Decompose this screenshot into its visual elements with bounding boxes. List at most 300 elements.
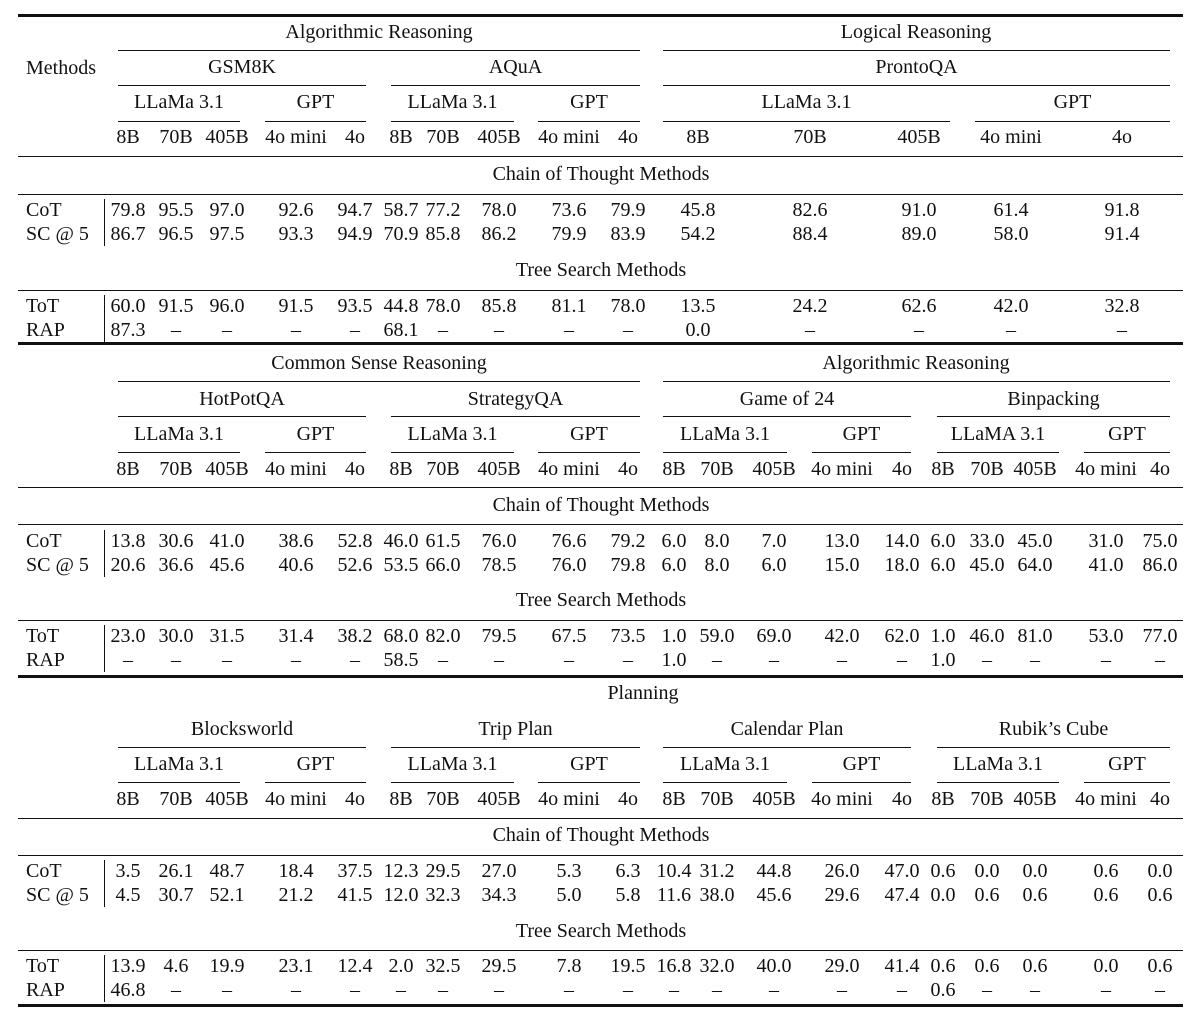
dataset-name: GSM8K — [208, 56, 276, 78]
method-name: RAP — [26, 979, 65, 1001]
model-family: LLaMa 3.1 — [680, 423, 770, 445]
cell-value: 45.0 — [1017, 530, 1053, 552]
cell-value: 76.0 — [551, 554, 587, 576]
section-rule — [18, 675, 1183, 678]
cell-value: 8.0 — [704, 530, 730, 552]
model-size: 70B — [970, 458, 1004, 480]
cell-value: 5.8 — [615, 884, 641, 906]
cell-value: 61.5 — [425, 530, 461, 552]
cell-value: – — [982, 979, 992, 1001]
method-name: SC @ 5 — [26, 223, 89, 245]
model-size: 4o — [618, 788, 638, 810]
family-underline — [118, 452, 240, 453]
model-size: 405B — [205, 788, 249, 810]
model-size: 4o — [892, 458, 912, 480]
model-family: LLaMa 3.1 — [134, 423, 224, 445]
cell-value: 62.6 — [901, 295, 937, 317]
cell-value: 64.0 — [1017, 554, 1053, 576]
cell-value: 91.4 — [1104, 223, 1140, 245]
model-family: LLaMA 3.1 — [950, 423, 1046, 445]
dataset-underline — [391, 85, 640, 86]
model-size: 8B — [662, 788, 686, 810]
cell-value: – — [494, 319, 504, 341]
cell-value: 73.5 — [610, 625, 646, 647]
cell-value: 92.6 — [278, 199, 314, 221]
family-underline — [1084, 782, 1170, 783]
cell-value: 41.0 — [209, 530, 245, 552]
cell-value: – — [837, 649, 847, 671]
cell-value: 60.0 — [110, 295, 146, 317]
cell-value: – — [769, 649, 779, 671]
model-family: LLaMa 3.1 — [761, 91, 852, 113]
cell-value: 23.0 — [110, 625, 146, 647]
model-size: 8B — [931, 458, 955, 480]
cell-value: – — [564, 319, 574, 341]
model-size: 405B — [477, 126, 521, 148]
cell-value: 88.4 — [792, 223, 828, 245]
family-underline — [937, 782, 1059, 783]
model-size: 405B — [477, 788, 521, 810]
cell-value: 69.0 — [756, 625, 792, 647]
cell-value: 29.0 — [824, 955, 860, 977]
cell-value: – — [1101, 979, 1111, 1001]
cell-value: 38.2 — [337, 625, 373, 647]
group-underline — [663, 50, 1170, 51]
cell-value: 32.8 — [1104, 295, 1140, 317]
cell-value: – — [712, 649, 722, 671]
model-family: GPT — [570, 753, 608, 775]
cell-value: – — [222, 979, 232, 1001]
method-name: RAP — [26, 649, 65, 671]
cell-value: 0.6 — [930, 979, 956, 1001]
model-size: 4o — [1150, 458, 1170, 480]
model-size: 4o — [345, 458, 365, 480]
cell-value: 82.6 — [792, 199, 828, 221]
cell-value: 77.0 — [1142, 625, 1178, 647]
cell-value: – — [494, 649, 504, 671]
cell-value: 0.6 — [1093, 860, 1119, 882]
cell-value: 12.0 — [383, 884, 419, 906]
cell-value: 93.5 — [337, 295, 373, 317]
cell-value: 0.0 — [930, 884, 956, 906]
cell-value: 79.9 — [610, 199, 646, 221]
block-rule — [18, 290, 1183, 291]
dataset-underline — [391, 416, 640, 417]
cell-value: 16.8 — [656, 955, 692, 977]
cell-value: 40.0 — [756, 955, 792, 977]
cell-value: 41.4 — [884, 955, 920, 977]
cell-value: 52.8 — [337, 530, 373, 552]
method-block-title: Tree Search Methods — [515, 259, 687, 281]
cell-value: 6.0 — [930, 554, 956, 576]
cell-value: – — [1155, 649, 1165, 671]
cell-value: 94.7 — [337, 199, 373, 221]
cell-value: 0.0 — [974, 860, 1000, 882]
cell-value: 61.4 — [993, 199, 1029, 221]
cell-value: 0.0 — [1093, 955, 1119, 977]
model-size: 405B — [477, 458, 521, 480]
cell-value: – — [837, 979, 847, 1001]
cell-value: 31.4 — [278, 625, 314, 647]
cell-value: 59.0 — [699, 625, 735, 647]
cell-value: 67.5 — [551, 625, 587, 647]
cell-value: 5.0 — [556, 884, 582, 906]
cell-value: 91.5 — [278, 295, 314, 317]
cell-value: 0.6 — [1147, 884, 1173, 906]
model-size: 8B — [389, 458, 413, 480]
cell-value: 0.6 — [930, 955, 956, 977]
model-family: GPT — [570, 91, 608, 113]
cell-value: 68.0 — [383, 625, 419, 647]
cell-value: 38.6 — [278, 530, 314, 552]
model-size: 8B — [116, 788, 140, 810]
method-block-title: Chain of Thought Methods — [492, 163, 710, 185]
cell-value: 91.8 — [1104, 199, 1140, 221]
cell-value: 78.0 — [425, 295, 461, 317]
model-size: 4o mini — [265, 788, 327, 810]
cell-value: 34.3 — [481, 884, 517, 906]
cell-value: 13.8 — [110, 530, 146, 552]
method-divider — [104, 295, 105, 342]
cell-value: 87.3 — [110, 319, 146, 341]
cell-value: 86.7 — [110, 223, 146, 245]
cell-value: – — [291, 979, 301, 1001]
cell-value: 14.0 — [884, 530, 920, 552]
cell-value: 12.3 — [383, 860, 419, 882]
method-block-title: Chain of Thought Methods — [492, 824, 710, 846]
method-name: SC @ 5 — [26, 884, 89, 906]
model-family: GPT — [1108, 753, 1146, 775]
cell-value: 30.7 — [158, 884, 194, 906]
cell-value: 27.0 — [481, 860, 517, 882]
cell-value: 94.9 — [337, 223, 373, 245]
cell-value: 89.0 — [901, 223, 937, 245]
cell-value: 29.5 — [425, 860, 461, 882]
cell-value: 77.2 — [425, 199, 461, 221]
model-family: GPT — [296, 753, 335, 775]
header-rule — [18, 156, 1183, 157]
model-size: 70B — [793, 126, 827, 148]
model-size: 405B — [1013, 788, 1057, 810]
model-size: 8B — [931, 788, 955, 810]
cell-value: 95.5 — [158, 199, 194, 221]
cell-value: 1.0 — [930, 649, 956, 671]
cell-value: 83.9 — [610, 223, 646, 245]
cell-value: 13.0 — [824, 530, 860, 552]
header-rule — [18, 487, 1183, 488]
dataset-name: StrategyQA — [467, 388, 564, 410]
cell-value: 62.0 — [884, 625, 920, 647]
cell-value: 21.2 — [278, 884, 314, 906]
cell-value: 29.5 — [481, 955, 517, 977]
dataset-underline — [118, 747, 366, 748]
model-size: 70B — [700, 788, 734, 810]
cell-value: 0.6 — [974, 884, 1000, 906]
model-size: 8B — [116, 458, 140, 480]
cell-value: – — [171, 649, 181, 671]
cell-value: 73.6 — [551, 199, 587, 221]
dataset-underline — [118, 416, 366, 417]
model-size: 4o mini — [1075, 458, 1137, 480]
method-divider — [104, 625, 105, 672]
model-size: 4o mini — [265, 126, 327, 148]
model-size: 405B — [752, 788, 796, 810]
cell-value: 41.5 — [337, 884, 373, 906]
cell-value: – — [712, 979, 722, 1001]
cell-value: 79.9 — [551, 223, 587, 245]
cell-value: 1.0 — [661, 625, 687, 647]
cell-value: 0.6 — [1022, 955, 1048, 977]
cell-value: 7.0 — [761, 530, 787, 552]
cell-value: 91.0 — [901, 199, 937, 221]
cell-value: 3.5 — [115, 860, 141, 882]
model-size: 70B — [159, 126, 193, 148]
model-size: 4o — [345, 126, 365, 148]
cell-value: 81.0 — [1017, 625, 1053, 647]
group-underline — [663, 381, 1170, 382]
cell-value: 96.0 — [209, 295, 245, 317]
family-underline — [265, 121, 366, 122]
cell-value: 79.8 — [610, 554, 646, 576]
cell-value: 1.0 — [930, 625, 956, 647]
family-underline — [538, 452, 640, 453]
model-size: 4o mini — [538, 788, 600, 810]
header-rule — [18, 818, 1183, 819]
model-size: 4o mini — [265, 458, 327, 480]
model-family: LLaMa 3.1 — [407, 91, 498, 113]
cell-value: – — [1155, 979, 1165, 1001]
cell-value: – — [222, 649, 232, 671]
model-size: 405B — [205, 126, 249, 148]
cell-value: – — [494, 979, 504, 1001]
cell-value: 79.2 — [610, 530, 646, 552]
cell-value: 85.8 — [481, 295, 517, 317]
cell-value: 12.4 — [337, 955, 373, 977]
group-underline — [118, 50, 640, 51]
model-size: 70B — [700, 458, 734, 480]
model-size: 4o mini — [811, 788, 873, 810]
family-underline — [538, 121, 640, 122]
family-underline — [812, 452, 911, 453]
cell-value: 82.0 — [425, 625, 461, 647]
dataset-underline — [937, 416, 1170, 417]
cell-value: 91.5 — [158, 295, 194, 317]
model-size: 70B — [970, 788, 1004, 810]
cell-value: 79.5 — [481, 625, 517, 647]
model-size: 4o mini — [1075, 788, 1137, 810]
group-title: Algorithmic Reasoning — [822, 352, 1010, 374]
family-underline — [812, 782, 911, 783]
cell-value: 85.8 — [425, 223, 461, 245]
cell-value: 81.1 — [551, 295, 587, 317]
cell-value: 0.6 — [1147, 955, 1173, 977]
cell-value: 31.2 — [699, 860, 735, 882]
cell-value: 42.0 — [993, 295, 1029, 317]
model-family: GPT — [1053, 91, 1092, 113]
block-rule — [18, 855, 1183, 856]
family-underline — [118, 121, 240, 122]
cell-value: – — [171, 319, 181, 341]
dataset-name: ProntoQA — [875, 56, 958, 78]
cell-value: – — [564, 979, 574, 1001]
cell-value: 0.0 — [1022, 860, 1048, 882]
group-title: Planning — [607, 682, 679, 704]
cell-value: 40.6 — [278, 554, 314, 576]
cell-value: 7.8 — [556, 955, 582, 977]
cell-value: 41.0 — [1088, 554, 1124, 576]
table-bottom-rule — [18, 1004, 1183, 1007]
cell-value: 31.0 — [1088, 530, 1124, 552]
model-family: LLaMa 3.1 — [134, 91, 224, 113]
dataset-underline — [937, 747, 1170, 748]
cell-value: – — [222, 319, 232, 341]
cell-value: 76.0 — [481, 530, 517, 552]
cell-value: – — [897, 649, 907, 671]
cell-value: 33.0 — [969, 530, 1005, 552]
model-size: 4o — [345, 788, 365, 810]
model-size: 4o — [618, 458, 638, 480]
block-rule — [18, 194, 1183, 195]
method-name: ToT — [26, 625, 60, 647]
cell-value: 29.6 — [824, 884, 860, 906]
cell-value: 44.8 — [383, 295, 419, 317]
cell-value: 0.6 — [1022, 884, 1048, 906]
cell-value: 6.3 — [615, 860, 641, 882]
method-name: RAP — [26, 319, 65, 341]
cell-value: 18.0 — [884, 554, 920, 576]
cell-value: 48.7 — [209, 860, 245, 882]
section-rule — [18, 342, 1183, 345]
model-size: 4o mini — [538, 126, 600, 148]
cell-value: 42.0 — [824, 625, 860, 647]
cell-value: – — [1030, 649, 1040, 671]
cell-value: 24.2 — [792, 295, 828, 317]
cell-value: 44.8 — [756, 860, 792, 882]
model-size: 405B — [752, 458, 796, 480]
method-name: CoT — [26, 199, 62, 221]
cell-value: 0.6 — [974, 955, 1000, 977]
model-size: 70B — [426, 458, 460, 480]
cell-value: 30.0 — [158, 625, 194, 647]
cell-value: 32.0 — [699, 955, 735, 977]
model-size: 8B — [389, 126, 413, 148]
cell-value: 18.4 — [278, 860, 314, 882]
dataset-name: Rubik’s Cube — [998, 718, 1109, 740]
cell-value: 54.2 — [680, 223, 716, 245]
cell-value: 13.5 — [680, 295, 716, 317]
dataset-underline — [663, 747, 911, 748]
method-name: ToT — [26, 955, 60, 977]
model-family: GPT — [842, 423, 881, 445]
cell-value: – — [914, 319, 924, 341]
cell-value: – — [350, 319, 360, 341]
family-underline — [937, 452, 1059, 453]
cell-value: 75.0 — [1142, 530, 1178, 552]
dataset-underline — [391, 747, 640, 748]
cell-value: – — [1117, 319, 1127, 341]
table-top-rule — [18, 14, 1183, 17]
cell-value: 53.5 — [383, 554, 419, 576]
cell-value: 2.0 — [388, 955, 414, 977]
cell-value: 36.6 — [158, 554, 194, 576]
model-family: GPT — [296, 423, 335, 445]
cell-value: 0.0 — [685, 319, 711, 341]
model-family: LLaMa 3.1 — [407, 423, 498, 445]
cell-value: 79.8 — [110, 199, 146, 221]
cell-value: 46.0 — [383, 530, 419, 552]
cell-value: 93.3 — [278, 223, 314, 245]
family-underline — [118, 782, 240, 783]
cell-value: 26.1 — [158, 860, 194, 882]
model-size: 8B — [686, 126, 710, 148]
cell-value: – — [438, 649, 448, 671]
method-divider — [104, 955, 105, 1002]
cell-value: 70.9 — [383, 223, 419, 245]
cell-value: – — [1006, 319, 1016, 341]
cell-value: 11.6 — [656, 884, 692, 906]
family-underline — [538, 782, 640, 783]
model-size: 8B — [389, 788, 413, 810]
family-underline — [265, 782, 366, 783]
cell-value: 37.5 — [337, 860, 373, 882]
cell-value: 23.1 — [278, 955, 314, 977]
cell-value: 32.5 — [425, 955, 461, 977]
model-size: 4o — [1112, 126, 1132, 148]
dataset-name: Game of 24 — [739, 388, 835, 410]
model-family: LLaMa 3.1 — [134, 753, 224, 775]
cell-value: 52.6 — [337, 554, 373, 576]
cell-value: 86.2 — [481, 223, 517, 245]
dataset-name: Calendar Plan — [730, 718, 844, 740]
cell-value: – — [396, 979, 406, 1001]
cell-value: 66.0 — [425, 554, 461, 576]
model-size: 70B — [159, 458, 193, 480]
method-name: ToT — [26, 295, 60, 317]
cell-value: 31.5 — [209, 625, 245, 647]
dataset-underline — [118, 85, 366, 86]
dataset-name: HotPotQA — [199, 388, 285, 410]
cell-value: 5.3 — [556, 860, 582, 882]
method-name: CoT — [26, 860, 62, 882]
method-block-title: Tree Search Methods — [515, 589, 687, 611]
group-title: Logical Reasoning — [840, 21, 992, 43]
cell-value: 1.0 — [661, 649, 687, 671]
cell-value: – — [623, 979, 633, 1001]
cell-value: 4.6 — [163, 955, 189, 977]
model-size: 4o mini — [811, 458, 873, 480]
family-underline — [975, 121, 1170, 122]
cell-value: 78.0 — [481, 199, 517, 221]
block-rule — [18, 620, 1183, 621]
cell-value: 96.5 — [158, 223, 194, 245]
dataset-underline — [663, 85, 1170, 86]
model-size: 8B — [662, 458, 686, 480]
cell-value: 4.5 — [115, 884, 141, 906]
cell-value: 10.4 — [656, 860, 692, 882]
dataset-name: AQuA — [488, 56, 543, 78]
method-name: CoT — [26, 530, 62, 552]
model-size: 4o mini — [980, 126, 1042, 148]
cell-value: – — [769, 979, 779, 1001]
family-underline — [391, 121, 514, 122]
cell-value: – — [171, 979, 181, 1001]
cell-value: 45.6 — [756, 884, 792, 906]
cell-value: 78.0 — [610, 295, 646, 317]
cell-value: 45.0 — [969, 554, 1005, 576]
cell-value: – — [623, 319, 633, 341]
cell-value: 97.5 — [209, 223, 245, 245]
cell-value: 30.6 — [158, 530, 194, 552]
